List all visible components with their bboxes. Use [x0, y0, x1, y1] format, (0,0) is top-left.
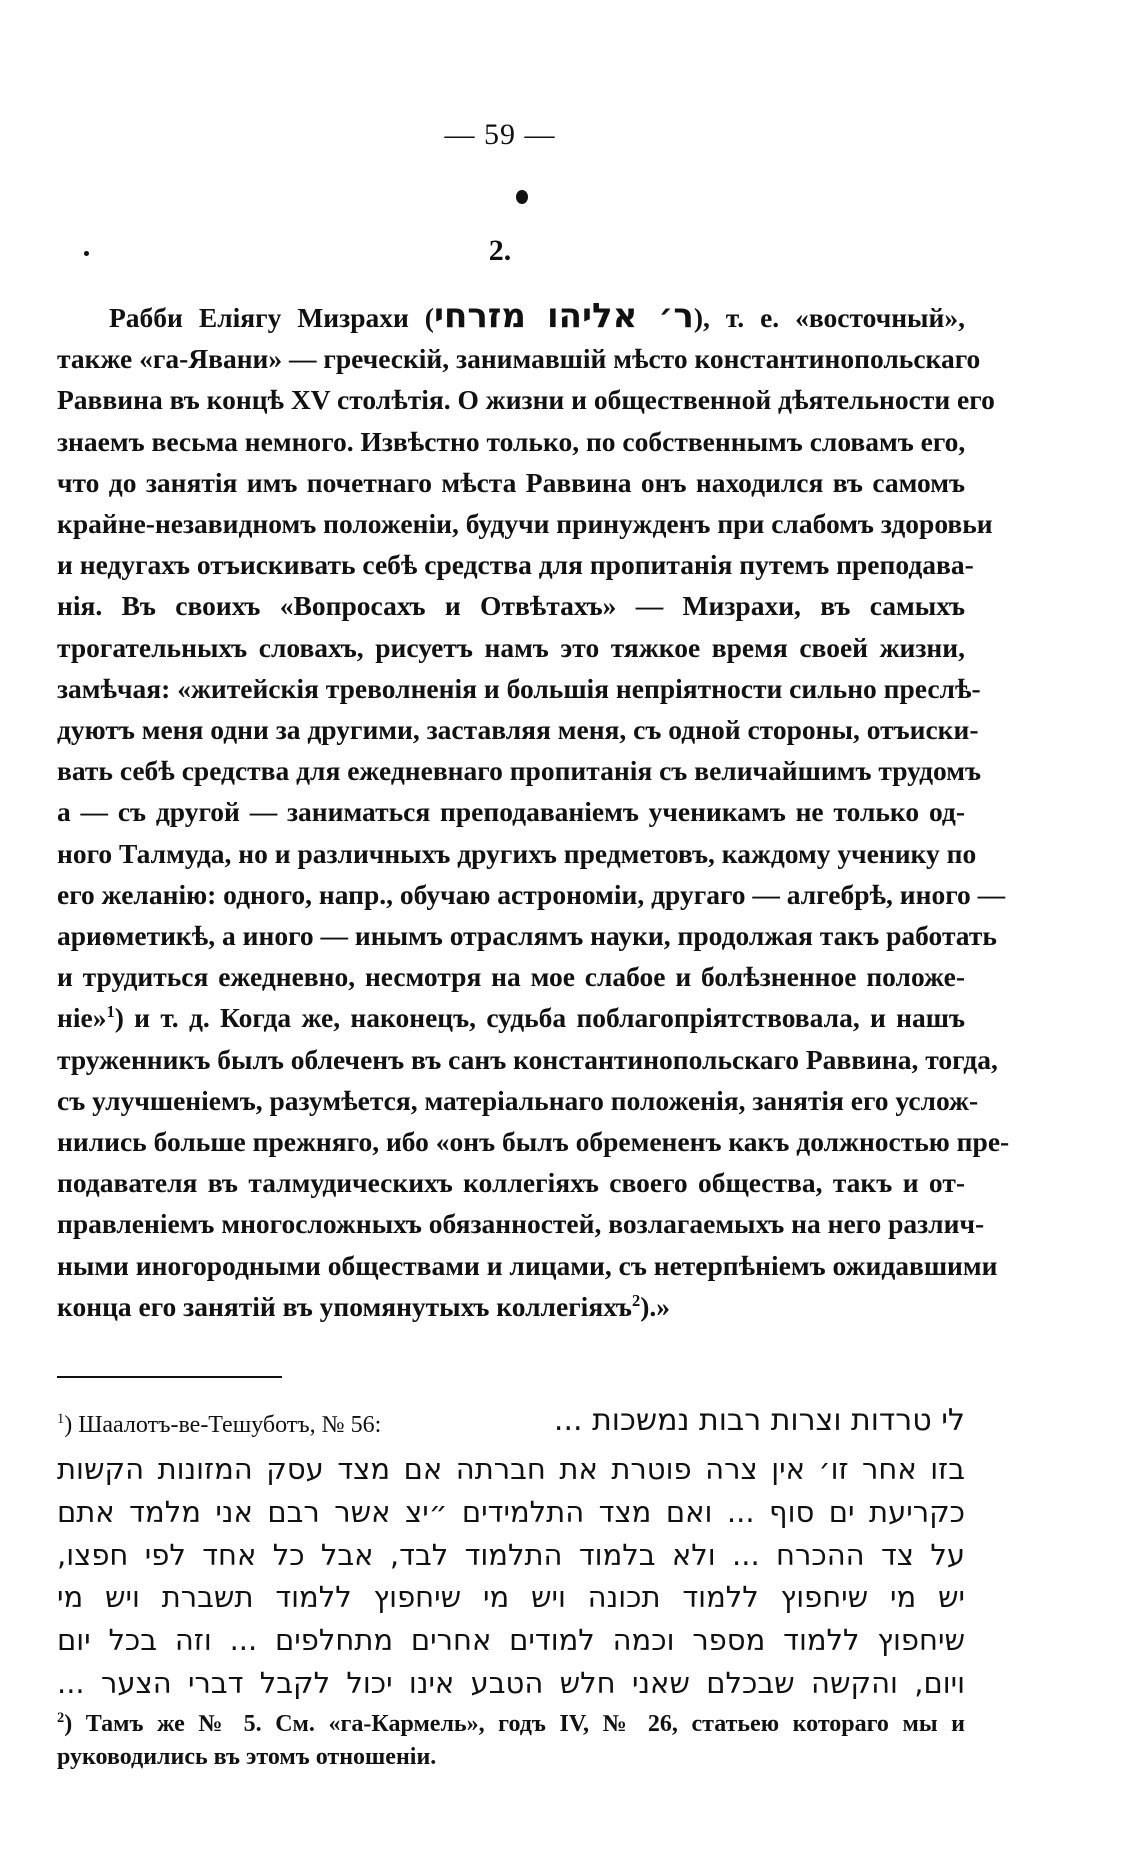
footnote-1-hebrew-start: לי טרדות וצרות רבות נמשכות ...	[553, 1403, 965, 1438]
footnote-ref-2: 2	[631, 1290, 641, 1310]
text-line: знаемъ весьма немного. Извѣстно только, по собственнымъ словамъ его,	[57, 425, 966, 457]
section-number: 2.	[488, 234, 512, 267]
text-line: конца его занятій въ упомянутыхъ коллегіяхъ$^2$).»	[57, 1290, 670, 1322]
footnote-1-marker: 1	[57, 1411, 65, 1427]
text-line: и трудиться ежедневно, несмотря на мое слабое и болѣзненное положе-	[57, 961, 965, 993]
footnote-2	[57, 1708, 965, 1774]
text-line: нились больше прежняго, ибо «онъ былъ обремененъ какъ должностью пре-	[57, 1126, 1010, 1158]
hebrew-line: שיחפוץ ללמוד מספר וכמה למודים אחרים מתחלפים ... וזה בכל יום	[57, 1623, 965, 1658]
hebrew-line: ויום, והקשה שבכלם שאני חלש הטבע אינו יכול לקבל דברי הצער ...	[57, 1665, 965, 1700]
text-line: что до занятія имъ почетнаго мѣста Раввина онъ находился въ самомъ	[57, 466, 965, 498]
footnote-2-marker: 2	[57, 1710, 65, 1726]
footnote-ref-1: 1	[106, 1002, 115, 1022]
footnote-1-hebrew-quote	[57, 1448, 965, 1705]
text-line: труженникъ былъ облеченъ въ санъ константинопольскаго Раввина, тогда,	[57, 1043, 998, 1075]
text-line: трогательныхъ словахъ, рисуетъ намъ это тяжкое время своей жизни,	[57, 631, 965, 663]
text-line: замѣчая: «житейскія треволненія и большія непріятности сильно преслѣ-	[57, 672, 981, 704]
footnote-2-line: $^2$) Тамъ же № 5. См. «га-Кармель», годъ IV, № 26, статьею котораго мы и	[57, 1710, 965, 1737]
footnote-2-line: руководились въ этомъ отношеніи.	[57, 1744, 437, 1770]
hebrew-line: יש מי שיחפוץ ללמוד תכונה ויש מי שיחפוץ ללמוד תשברת ויש מי	[57, 1580, 965, 1615]
text-line: а — съ другой — заниматься преподаваніемъ ученикамъ не только од-	[57, 796, 965, 828]
text-line: правленіемъ многосложныхъ обязанностей, возлагаемыхъ на него различ-	[57, 1208, 985, 1240]
text-line: дуютъ меня одни за другими, заставляя меня, съ одной стороны, отъиски-	[57, 714, 979, 746]
text-line: Раввина въ концѣ XV столѣтія. О жизни и общественной дѣятельности его	[57, 384, 995, 416]
text-line: нія. Въ своихъ «Вопросахъ и Отвѣтахъ» — Мизрахи, въ самыхъ	[57, 590, 965, 622]
text-line: подавателя въ талмудическихъ коллегіяхъ своего общества, такъ и от-	[57, 1167, 965, 1199]
hebrew-name: ר׳ אליהו מזרחי	[433, 296, 694, 336]
footnote-1-header	[57, 1405, 965, 1445]
ink-dot-mark	[516, 190, 528, 204]
page-number: — 59 —	[444, 118, 556, 151]
hebrew-line: על צד ההכרח ... ולא בלמוד התלמוד לבד, אבל כל אחד לפי חפצו,	[57, 1537, 965, 1572]
text-line: съ улучшеніемъ, разумѣется, матеріальнаго положенія, занятія его услож-	[57, 1084, 979, 1116]
text-line: его желанію: одного, напр., обучаю астрономіи, другаго — алгебрѣ, иного —	[57, 878, 1006, 910]
hebrew-line: כקריעת ים סוף ... ואם מצד התלמידים ״יצ אשר רבם אני מלמד אתם	[57, 1494, 965, 1529]
text-line: вать себѣ средства для ежедневнаго пропитанія съ величайшимъ трудомъ	[57, 755, 982, 787]
footnote-separator	[57, 1376, 282, 1378]
text-line: также «га-Явани» — греческій, занимавшій мѣсто константинопольскаго	[57, 343, 981, 375]
text-line: ніе»$^1$) и т. д. Когда же, наконецъ, судьба поблагопріятствовала, и нашъ	[57, 1002, 965, 1034]
main-paragraph	[57, 296, 1010, 1327]
text-line: Рабби Еліягу Мизрахи (ר׳ אליהו מזרחי), т. е. «восточный»,	[109, 296, 965, 336]
text-line: крайне-незавидномъ положеніи, будучи принужденъ при слабомъ здоровьи	[57, 508, 993, 540]
text-line: ными иногородными обществами и лицами, съ нетерпѣніемъ ожидавшими	[57, 1249, 998, 1281]
footnote-1-source: ) Шаалотъ-ве-Тешуботъ, № 56:	[64, 1412, 382, 1438]
hebrew-line: בזו אחר זו׳ אין צרה פוטרת את חברתה אם מצד עסק המזונות הקשות	[57, 1452, 965, 1486]
text-line: ного Талмуда, но и различныхъ другихъ предметовъ, каждому ученику по	[57, 837, 977, 869]
text-line: ариѳметикѣ, а иного — инымъ отраслямъ науки, продолжая такъ работать	[57, 920, 997, 952]
text-line: и недугахъ отъискивать себѣ средства для пропитанія путемъ преподава-	[57, 549, 974, 581]
